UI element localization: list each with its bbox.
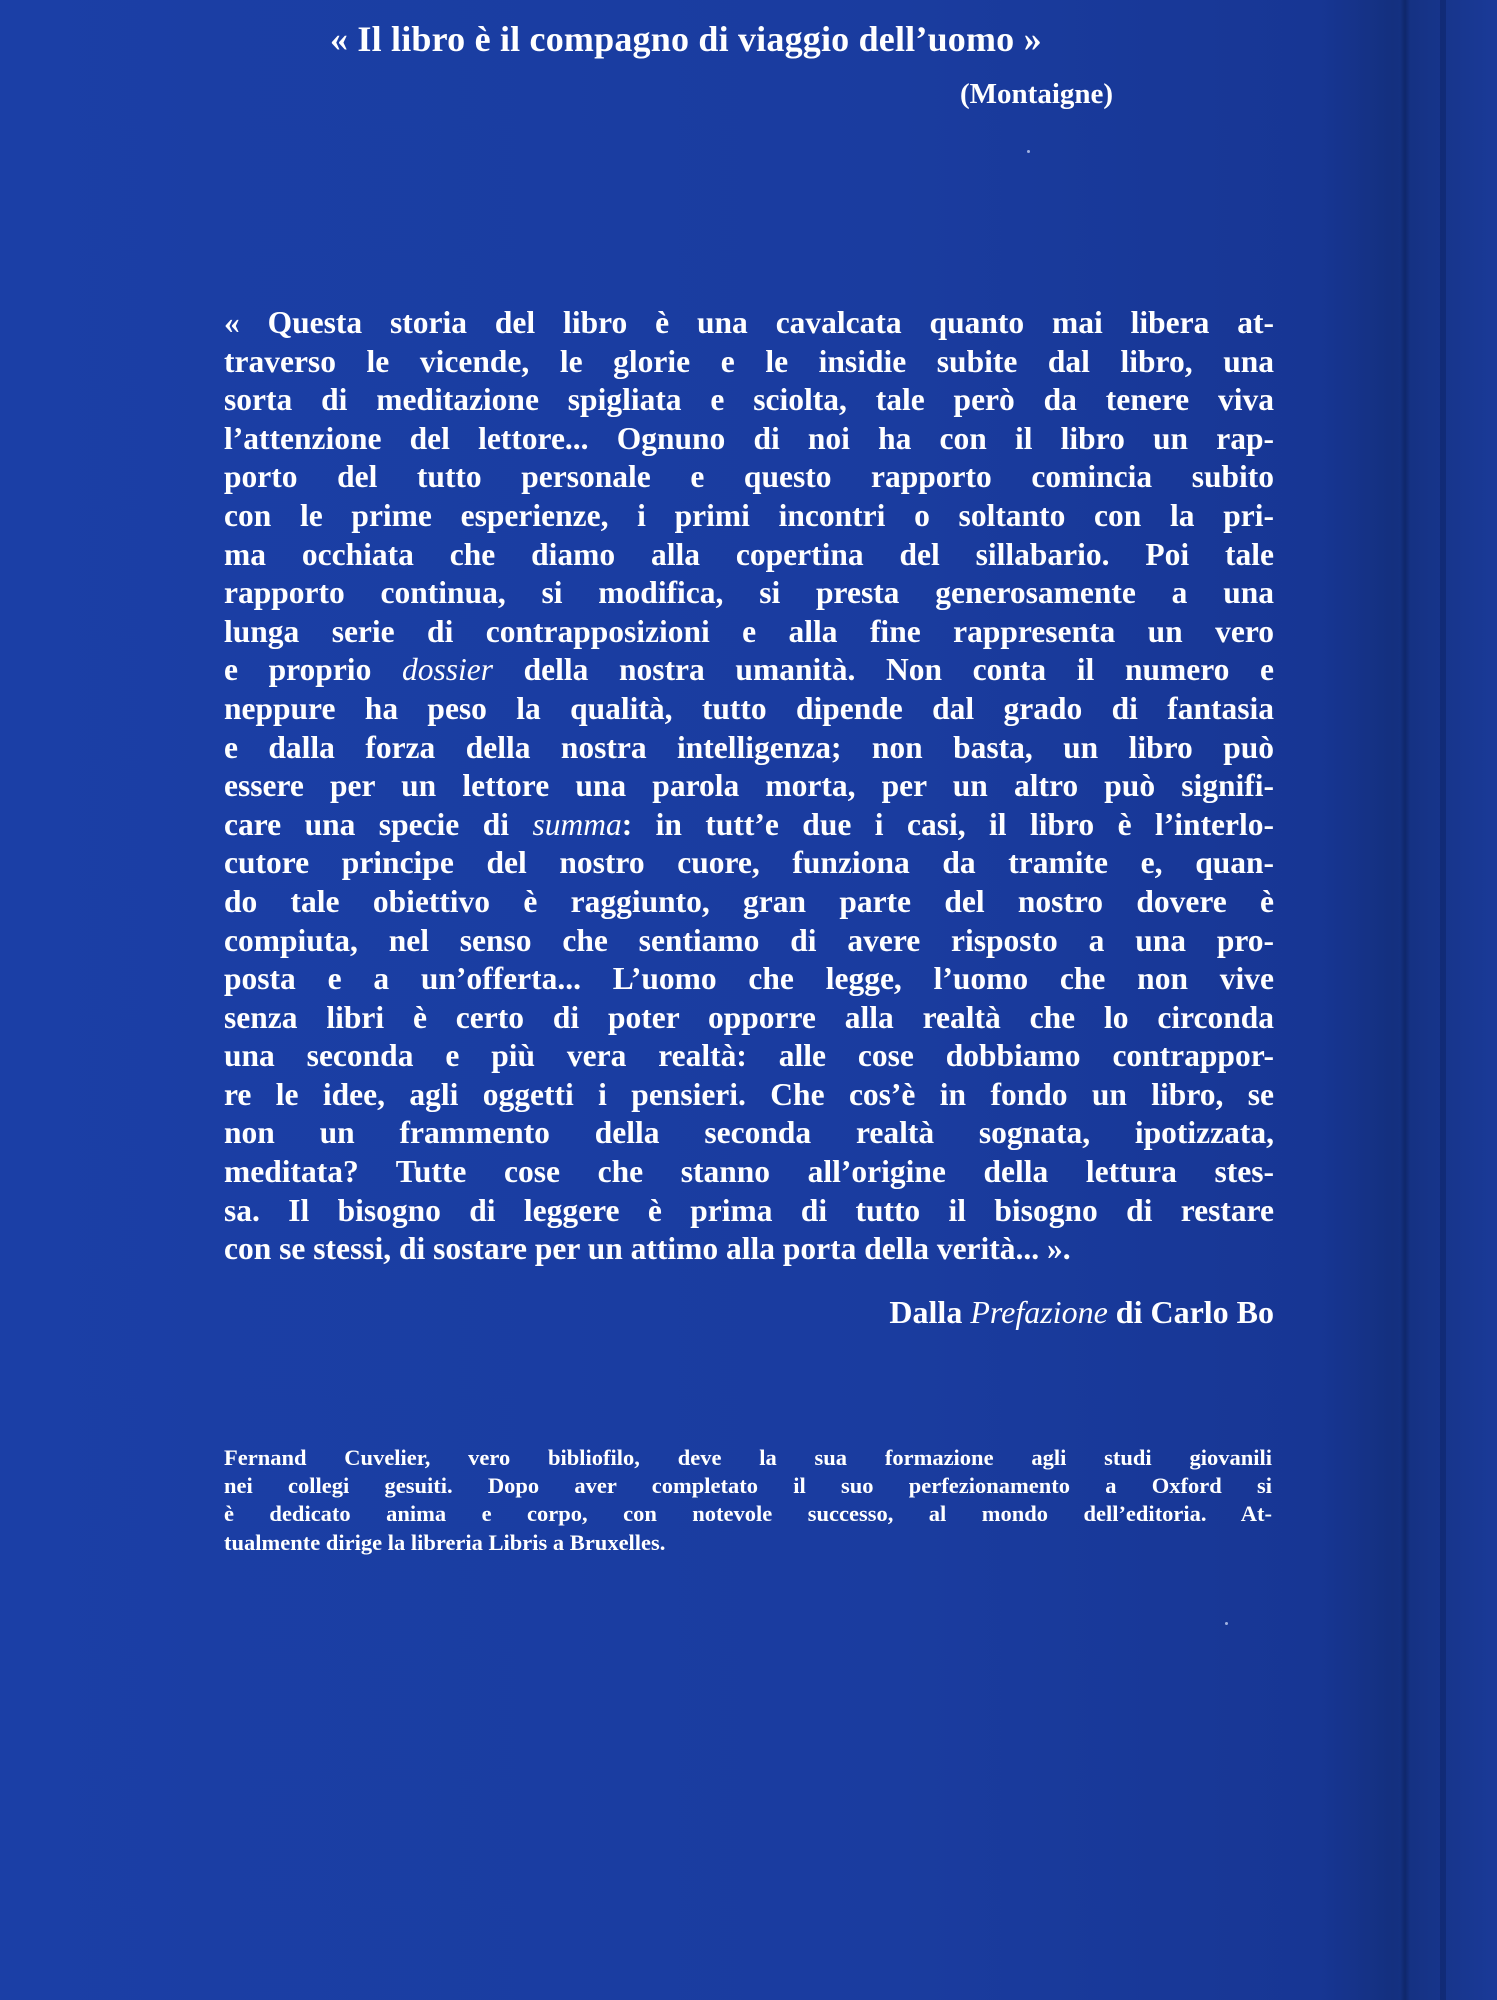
quote-line: re le idee, agli oggetti i pensieri. Che cos’è in fondo un libro, se (224, 1076, 1274, 1112)
quote-line: meditata? Tutte cose che stanno all’origine della lettura stes- (224, 1154, 1274, 1190)
quote-line: ma occhiata che diamo alla copertina del sillabario. Poi tale (224, 536, 1274, 572)
quote-line: neppure ha peso la qualità, tutto dipende dal grado di fantasia (224, 690, 1274, 726)
attribution-italic: Prefazione (970, 1294, 1108, 1330)
quote-line: porto del tutto personale e questo rapporto comincia subito (224, 459, 1274, 495)
quote-line: sa. Il bisogno di leggere è prima di tutto il bisogno di restare (224, 1192, 1274, 1228)
quote-line: do tale obiettivo è raggiunto, gran parte del nostro dovere è (224, 883, 1274, 919)
quote-line: lunga serie di contrapposizioni e alla fine rappresenta un vero (224, 613, 1274, 649)
quote-line: e dalla forza della nostra intelligenza; non basta, un libro può (224, 729, 1274, 765)
quote-line: senza libri è certo di poter opporre alla realtà che lo circonda (224, 999, 1274, 1035)
quote-line: « Questa storia del libro è una cavalcata quanto mai libera at- (224, 305, 1274, 340)
bio-line: nei collegi gesuiti. Dopo aver completato il suo perfezionamento a Oxford si (224, 1473, 1272, 1499)
quote-line: sorta di meditazione spigliata e sciolta, tale però da tenere viva (224, 382, 1274, 418)
quote-line: rapporto continua, si modifica, si presta generosamente a una (224, 575, 1274, 611)
quote-text: care una specie di (224, 806, 533, 842)
quote-line: traverso le vicende, le glorie e le insidie subite dal libro, una (224, 343, 1274, 379)
quote-text: e proprio (224, 652, 402, 688)
quote-line: una seconda e più vera realtà: alle cose dobbiamo contrappor- (224, 1038, 1274, 1074)
quote-line: con le prime esperienze, i primi incontri o soltanto con la pri- (224, 497, 1274, 533)
author-bio (224, 1444, 1272, 1557)
motto-quote: « Il libro è il compagno di viaggio dell’uomo » (330, 19, 1042, 59)
bio-line: tualmente dirige la libreria Libris a Bruxelles. (224, 1529, 666, 1555)
quote-line: essere per un lettore una parola morta, per un altro può signifi- (224, 768, 1274, 804)
quote-text: : in tutt’e due i casi, il libro è l’interlo- (621, 806, 1275, 842)
print-speck (1027, 150, 1030, 153)
quote-line: l’attenzione del lettore... Ognuno di noi ha con il libro un rap- (224, 420, 1274, 456)
print-speck (1225, 1622, 1228, 1625)
preface-excerpt (224, 304, 1274, 1269)
book-spine-edge (1400, 0, 1410, 2000)
quote-attribution (889, 1294, 1274, 1331)
bio-line: è dedicato anima e corpo, con notevole successo, al mondo dell’editoria. At- (224, 1501, 1272, 1527)
quote-line: non un frammento della seconda realtà sognata, ipotizzata, (224, 1115, 1274, 1151)
quote-line: compiuta, nel senso che sentiamo di avere risposto a una pro- (224, 922, 1274, 958)
attribution-prefix: Dalla (889, 1294, 971, 1330)
quote-line: con se stessi, di sostare per un attimo alla porta della verità... ». (224, 1231, 1071, 1267)
quote-line: posta e a un’offerta... L’uomo che legge, l’uomo che non vive (224, 961, 1274, 997)
attribution-suffix: di Carlo Bo (1107, 1294, 1274, 1330)
quote-line-with-italic (224, 806, 1274, 845)
italic-term-dossier: dossier (401, 652, 493, 688)
italic-term-summa: summa (532, 806, 622, 842)
motto-author: (Montaigne) (960, 78, 1114, 110)
quote-text: della nostra umanità. Non conta il numero e (492, 652, 1274, 688)
bio-line: Fernand Cuvelier, vero bibliofilo, deve la sua formazione agli studi giovanili (224, 1445, 1272, 1470)
quote-line: cutore principe del nostro cuore, funziona da tramite e, quan- (224, 845, 1274, 881)
book-spine-edge-inner (1440, 0, 1446, 2000)
quote-line-with-italic (224, 651, 1274, 690)
